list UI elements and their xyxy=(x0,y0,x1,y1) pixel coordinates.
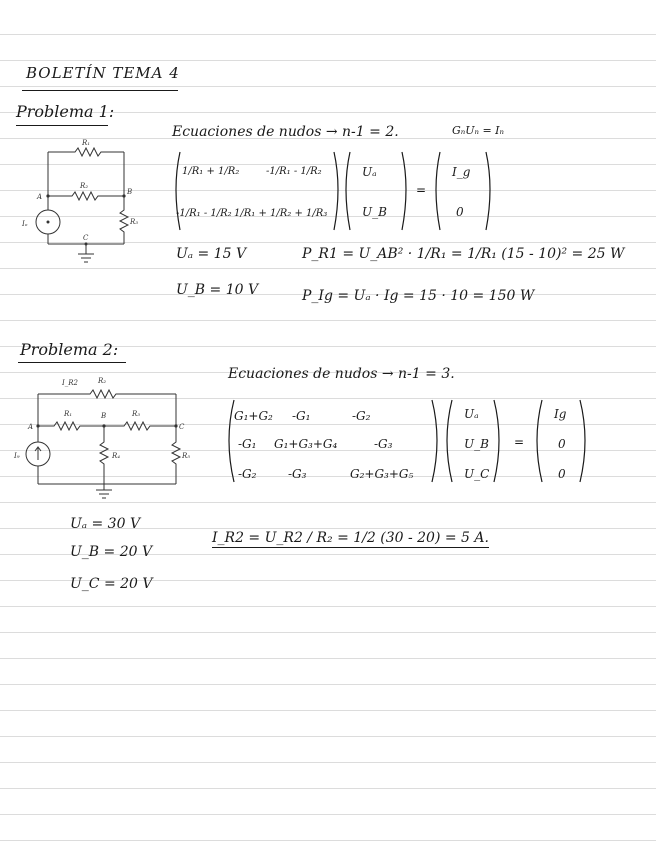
circuit2-label-r5: R₅ xyxy=(182,452,191,460)
circuit1-label-a: A xyxy=(37,193,43,201)
current1-left-bracket xyxy=(436,152,440,230)
page-title: BOLETÍN TEMA 4 xyxy=(26,64,180,82)
current1-right-bracket xyxy=(486,152,490,230)
matrix2-r3c3: G₂+G₃+G₅ xyxy=(350,467,414,481)
problem2-result-uc: U_C = 20 V xyxy=(70,576,153,592)
problem1-source-note: GₙUₙ = Iₙ xyxy=(452,124,504,137)
problem1-result-ua: Uₐ = 15 V xyxy=(176,246,247,262)
problem2-result-ir2 xyxy=(212,530,489,546)
problem2-result-ua: Uₐ = 30 V xyxy=(70,516,141,532)
circuit-diagram-1 xyxy=(20,138,170,268)
problem1-result-pr1: P_R1 = U_AB² · 1/R₁ = 1/R₁ (15 - 10)² = 25 W xyxy=(302,246,625,262)
matrix2-r1c3: -G₂ xyxy=(352,409,371,423)
circuit1-label-b: B xyxy=(127,188,133,196)
resistor-r2 xyxy=(48,192,124,200)
circuit1-label-r2: R₂ xyxy=(80,182,89,190)
problem1-method: Ecuaciones de nudos → n-1 = 2. xyxy=(172,124,399,140)
problem1-heading-underline xyxy=(16,125,108,126)
problem2-method: Ecuaciones de nudos → n-1 = 3. xyxy=(228,366,455,382)
circuit2-label-r3: R₃ xyxy=(132,410,141,418)
vector2-v1: Uₐ xyxy=(464,407,479,421)
vector2-left-bracket xyxy=(447,400,452,482)
title-underline xyxy=(22,90,178,91)
problem1-matrix-equation xyxy=(170,148,510,238)
vector1-right-bracket xyxy=(402,152,406,230)
resistor-r2 xyxy=(38,390,176,398)
matrix2-r1c2: -G₁ xyxy=(292,409,311,423)
problem2-heading-underline xyxy=(18,362,126,363)
problem2-result-ir2-text: I_R2 = U_R2 / R₂ = 1/2 (30 - 20) = 5 A. xyxy=(212,530,489,546)
problem2-matrix-equation xyxy=(224,394,604,490)
resistor-r3 xyxy=(104,422,176,430)
vector2-v2: U_B xyxy=(464,437,489,451)
matrix1-r2c2: 1/R₁ + 1/R₂ + 1/R₃ xyxy=(234,208,328,219)
matrix1-r1c2: -1/R₁ - 1/R₂ xyxy=(266,166,322,177)
current2-i1: Ig xyxy=(554,407,567,421)
circuit2-label-r2: R₂ xyxy=(98,377,107,385)
circuit2-label-ir2: I_R2 xyxy=(62,379,78,387)
circuit1-label-r3: R₃ xyxy=(130,218,139,226)
circuit1-label-c: C xyxy=(83,234,89,242)
matrix2-r3c2: -G₃ xyxy=(288,467,307,481)
matrix2-r1c1: G₁+G₂ xyxy=(234,409,273,423)
matrix1-equals: = xyxy=(416,183,427,197)
current2-i3: 0 xyxy=(558,467,566,481)
vector1-left-bracket xyxy=(346,152,350,230)
matrix2-r3c1: -G₂ xyxy=(238,467,257,481)
circuit1-label-ig: Iₒ xyxy=(22,220,28,228)
matrix2-r2c3: -G₃ xyxy=(374,437,393,451)
vector1-v2: U_B xyxy=(362,205,387,219)
circuit1-label-r1: R₁ xyxy=(82,139,91,147)
circuit2-label-ig: I₉ xyxy=(14,452,20,460)
vector2-v3: U_C xyxy=(464,467,490,481)
circuit2-label-r4: R₄ xyxy=(112,452,121,460)
resistor-r1 xyxy=(48,148,124,156)
circuit-diagram-2 xyxy=(12,374,202,499)
current2-left-bracket xyxy=(537,400,542,482)
matrix2-equals: = xyxy=(514,435,525,449)
matrix1-right-bracket xyxy=(334,152,338,230)
current2-right-bracket xyxy=(580,400,585,482)
resistor-r5 xyxy=(172,426,180,484)
problem1-result-ub: U_B = 10 V xyxy=(176,282,259,298)
circuit2-label-b: B xyxy=(101,412,107,420)
problem2-result-ub: U_B = 20 V xyxy=(70,544,153,560)
matrix2-r2c1: -G₁ xyxy=(238,437,257,451)
current1-i1: I_g xyxy=(452,165,471,179)
problem1-heading: Problema 1: xyxy=(16,102,115,121)
resistor-r1 xyxy=(38,422,104,430)
matrix2-r2c2: G₁+G₃+G₄ xyxy=(274,437,338,451)
current2-i2: 0 xyxy=(558,437,566,451)
circuit2-label-a: A xyxy=(28,423,34,431)
matrix1-r2c1: -1/R₁ - 1/R₂ xyxy=(176,208,232,219)
problem1-result-pig: P_Ig = Uₐ · Ig = 15 · 10 = 150 W xyxy=(302,288,535,304)
problem2-heading: Problema 2: xyxy=(20,340,119,359)
vector2-right-bracket xyxy=(494,400,499,482)
current1-i2: 0 xyxy=(456,205,464,219)
vector1-v1: Uₐ xyxy=(362,165,377,179)
circuit2-label-c: C xyxy=(179,423,185,431)
matrix2-right-bracket xyxy=(432,400,437,482)
matrix1-r1c1: 1/R₁ + 1/R₂ xyxy=(182,166,240,177)
resistor-r3 xyxy=(120,196,128,244)
circuit2-label-r1: R₁ xyxy=(64,410,73,418)
resistor-r4 xyxy=(100,426,108,484)
